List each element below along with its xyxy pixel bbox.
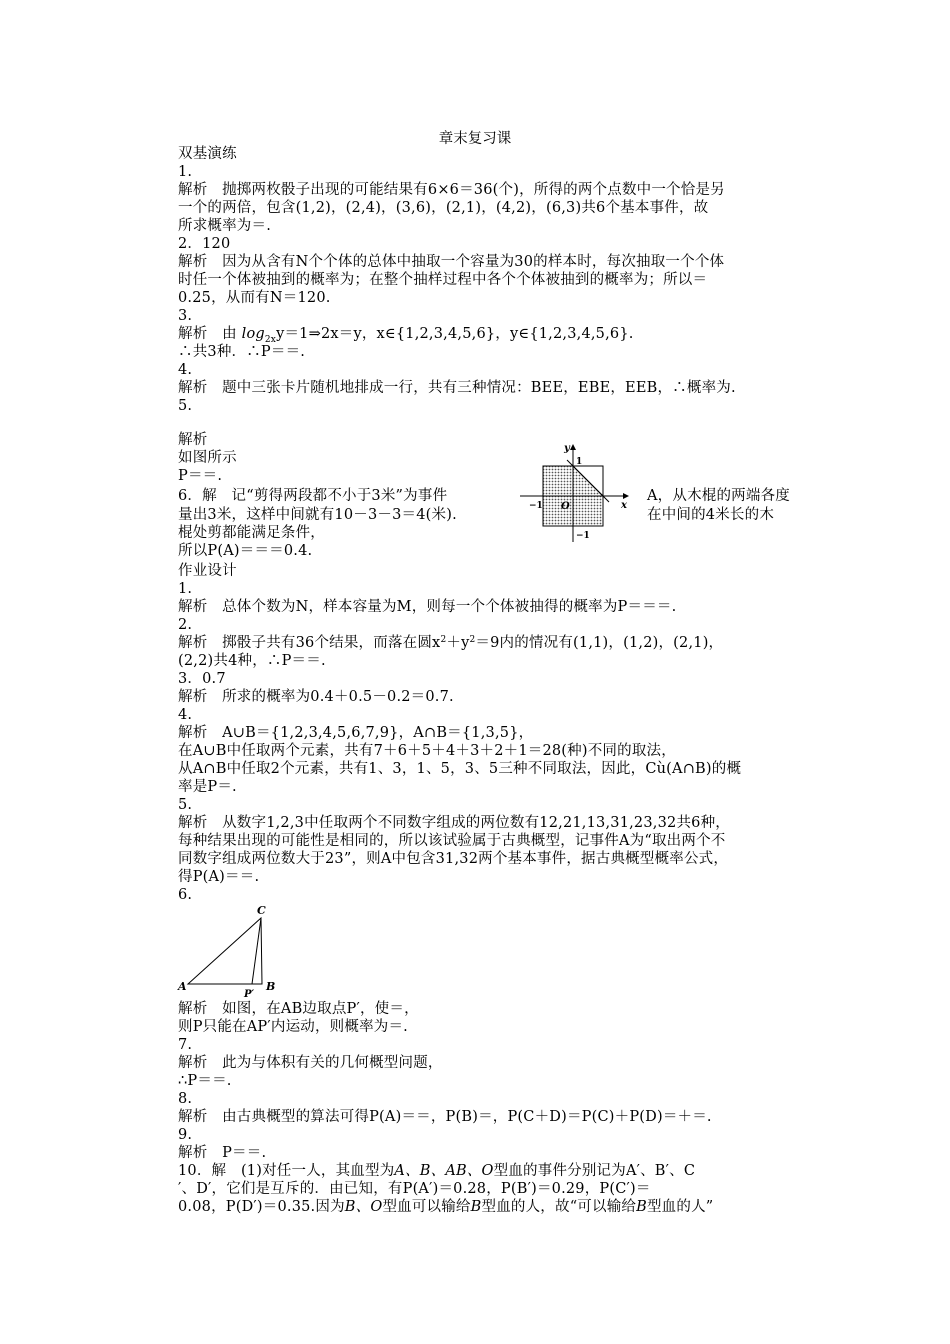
- w4-line-3: 从A∩B中任取2个元素，共有1、3，1、5，3、5三种不同取法，因此，Cù(A∩B)的概: [178, 761, 742, 777]
- q5-number: 5.: [178, 398, 193, 414]
- w7-line-1: 解析 此为与体积有关的几何概型问题，: [178, 1055, 443, 1071]
- w9-line-1: 解析 P＝＝.: [178, 1145, 267, 1161]
- q6-line-4: 所以P(A)＝＝＝0.4.: [178, 543, 313, 559]
- q5-line-1: 解析: [178, 432, 208, 448]
- tick-one-label: 1: [576, 457, 583, 467]
- w2-line-2: (2,2)共4种，∴P＝＝.: [178, 653, 326, 669]
- q6-line-2-right: 在中间的4米长的木: [647, 507, 775, 523]
- square-region-figure: [515, 438, 635, 546]
- q1-line-2: 一个的两倍，包含(1,2)，(2,4)，(3,6)，(2,1)，(4,2)，(6,3)共6个基本事件，故: [178, 200, 709, 216]
- w5-number: 5.: [178, 797, 193, 813]
- q5-line-2: 如图所示: [178, 450, 237, 466]
- w4-number: 4.: [178, 707, 193, 723]
- w5-line-2: 每种结果出现的可能性是相同的，所以该试验属于古典概型，记事件A为“取出两个不: [178, 833, 726, 849]
- x-axis-arrow: [623, 493, 629, 499]
- q3-number: 3.: [178, 308, 193, 324]
- q6-line-1-left: 6．解 记“剪得两段都不小于3米”为事件: [178, 488, 448, 504]
- w5-line-4: 得P(A)＝＝.: [178, 869, 260, 885]
- q3-line-1: 解析 由 $\log_{2x}y=1\Rightarrow 2x=y$，x∈{1,2,3,4,5,6}，y∈{1,2,3,4,5,6}.: [178, 326, 634, 345]
- tick-neg-one-left-label: −1: [529, 501, 543, 511]
- w3-line-1: 解析 所求的概率为0.4＋0.5－0.2＝0.7.: [178, 689, 454, 705]
- w10-line-3: 0.08，P(D′)＝0.35.因为B、O型血可以输给B型血的人，故“可以输给B型血的人”: [178, 1199, 714, 1215]
- origin-label: O: [561, 501, 570, 512]
- w6-number: 6.: [178, 887, 193, 903]
- triangle-abc: [188, 918, 262, 984]
- w10-line-1: 10．解 (1)对任一人，其血型为A、B、AB、O型血的事件分别记为A′、B′、C: [178, 1163, 696, 1179]
- w6-line-2: 则P只能在AP′内运动，则概率为＝.: [178, 1019, 408, 1035]
- q6-line-2-left: 量出3米，这样中间就有10－3－3＝4(米).: [178, 507, 457, 523]
- w1-line-1: 解析 总体个数为N，样本容量为M，则每一个个体被抽得的概率为P＝＝＝.: [178, 599, 677, 615]
- section-heading-homework: 作业设计: [178, 563, 237, 579]
- q4-number: 4.: [178, 362, 193, 378]
- w7-number: 7.: [178, 1037, 193, 1053]
- w8-number: 8.: [178, 1091, 193, 1107]
- q2-line-3: 0.25，从而有N＝120.: [178, 290, 331, 306]
- page-title: 章末复习课: [438, 131, 512, 147]
- q2-line-2: 时任一个体被抽到的概率为；在整个抽样过程中各个个体被抽到的概率为；所以＝: [178, 272, 708, 288]
- q2-line-1: 解析 因为从含有N个个体的总体中抽取一个容量为30的样本时，每次抽取一个个体: [178, 254, 725, 270]
- y-axis-label: y: [564, 443, 570, 454]
- q6-line-3: 棍处剪都能满足条件，: [178, 525, 325, 541]
- q3-line-2: ∴共3种．∴P＝＝.: [178, 344, 306, 360]
- w5-line-3: 同数字组成两位数大于23”，则A中包含31,32两个基本事件，据古典概型概率公式，: [178, 851, 729, 867]
- vertex-b-label: B: [266, 980, 276, 993]
- w6-line-1: 解析 如图，在AB边取点P′，使＝，: [178, 1001, 419, 1017]
- q4-line-1: 解析 题中三张卡片随机地排成一行，共有三种情况：BEE，EBE，EEB，∴概率为.: [178, 380, 736, 396]
- section-heading-basic-drill: 双基演练: [178, 146, 237, 162]
- w4-line-4: 率是P＝.: [178, 779, 237, 795]
- segment-cp: [252, 918, 261, 984]
- w2-number: 2.: [178, 617, 193, 633]
- w5-line-1: 解析 从数字1,2,3中任取两个不同数字组成的两位数有12,21,13,31,23,32共6种，: [178, 815, 730, 831]
- x-axis-label: x: [621, 500, 627, 511]
- q6-line-1-right: A，从木棍的两端各度: [647, 488, 790, 504]
- q1-line-3: 所求概率为＝.: [178, 218, 272, 234]
- vertex-c-label: C: [257, 904, 266, 917]
- vertex-a-label: A: [178, 980, 187, 993]
- q1-number: 1.: [178, 164, 193, 180]
- q5-line-3: P＝＝.: [178, 468, 223, 484]
- w10-line-2: ′、D′，它们是互斥的．由已知，有P(A′)＝0.28，P(B′)＝0.29，P(C′)＝: [178, 1181, 651, 1197]
- w9-number: 9.: [178, 1127, 193, 1143]
- w1-number: 1.: [178, 581, 193, 597]
- w4-line-2: 在A∪B中任取两个元素，共有7＋6＋5＋4＋3＋2＋1＝28(种)不同的取法，: [178, 743, 676, 759]
- w8-line-1: 解析 由古典概型的算法可得P(A)＝＝，P(B)＝，P(C＋D)＝P(C)＋P(D)＝＋＝.: [178, 1109, 712, 1125]
- q1-line-1: 解析 抛掷两枚骰子出现的可能结果有6×6＝36(个)，所得的两个点数中一个恰是另: [178, 182, 725, 198]
- y-axis-arrow: [570, 444, 576, 450]
- triangle-figure: [176, 902, 286, 998]
- w7-line-2: ∴P＝＝.: [178, 1073, 232, 1089]
- w3-number: 3．0.7: [178, 671, 226, 687]
- point-p-label: P′: [244, 989, 255, 998]
- tick-neg-one-bottom-label: −1: [576, 531, 590, 541]
- q2-number: 2．120: [178, 236, 231, 252]
- w4-line-1: 解析 A∪B＝{1,2,3,4,5,6,7,9}，A∩B＝{1,3,5}，: [178, 725, 534, 741]
- w2-line-1: 解析 掷骰子共有36个结果，而落在圆$x^2+y^2=9$内的情况有(1,1)，(1,2)，(2,1)，: [178, 635, 724, 651]
